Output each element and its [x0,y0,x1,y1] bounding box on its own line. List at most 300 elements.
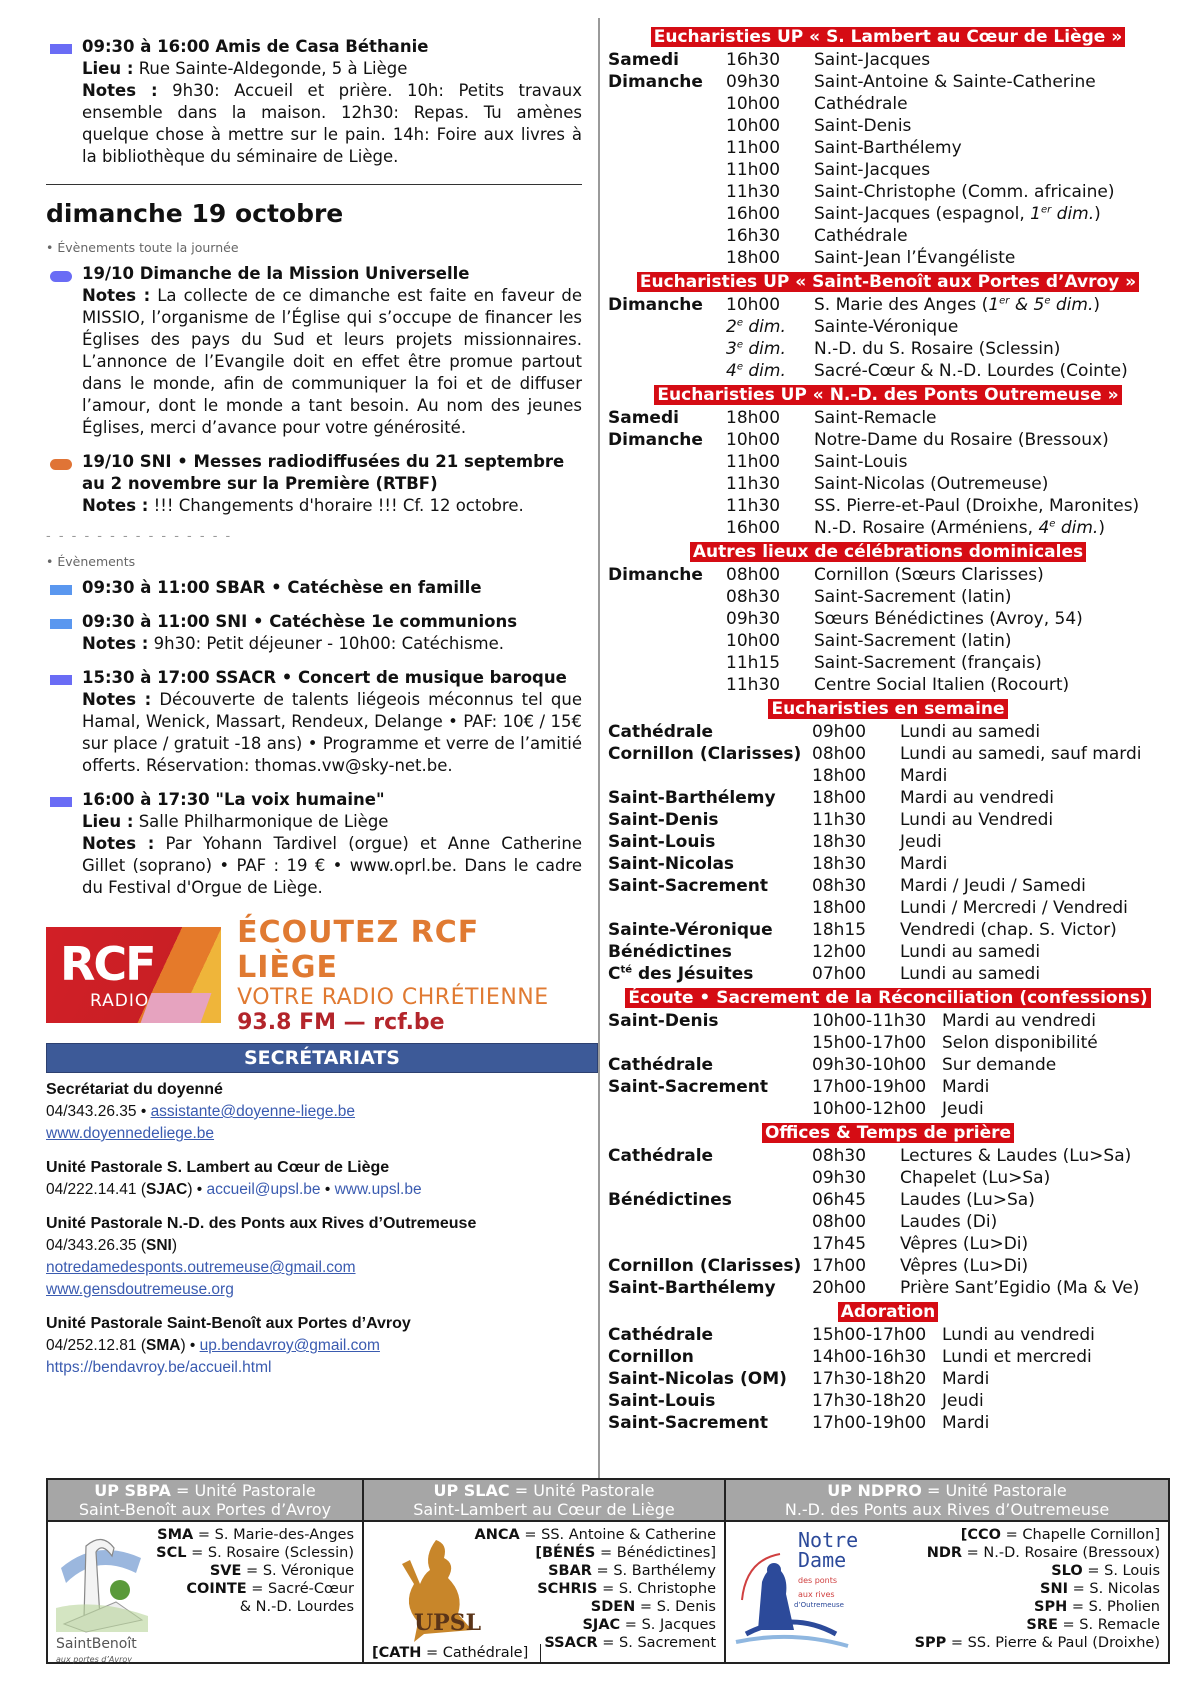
schedule-time: 08h30 [812,1146,867,1166]
abbreviation-item: NDR = N.-D. Rosaire (Bressoux) [926,1545,1160,1561]
schedule-row [608,451,1168,473]
section-banner-ponts [608,384,1168,406]
up-name: Saint-Benoît aux Portes d’Avroy [78,1500,332,1519]
legend-header [726,1480,1168,1522]
up-code: UP SBPA [94,1481,171,1500]
abbr-meaning: S. Barthélemy [613,1563,716,1579]
schedule-place [608,93,726,115]
schedule-time: 11h15 [726,653,781,673]
schedule-time: 18h00 [726,248,781,268]
abbr-code: SSACR [544,1635,598,1651]
event-title: 09:30 à 11:00 SBAR • Catéchèse en famille [82,578,482,597]
schedule-detail: Mardi [900,854,948,874]
schedule-time: 08h00 [812,744,867,764]
notes-label: Notes : [82,690,152,709]
divider [540,1644,541,1662]
schedule-detail: Lundi au vendredi [942,1325,1095,1345]
schedule-detail: Lundi / Mercredi / Vendredi [900,898,1128,918]
schedule-row [608,919,1168,941]
schedule-row [608,203,1168,225]
schedule-place: Cathédrale [608,1055,714,1075]
notes-label: Notes : [82,634,149,653]
schedule-time: 14h00-16h30 [812,1347,927,1367]
all-day-label: • Évènements toute la journée [46,240,239,255]
banner-text: Eucharisties UP « Saint-Benoît aux Portes d’Avroy » [637,272,1139,292]
schedule-time: 10h00-11h30 [812,1011,927,1031]
email-link[interactable]: accueil@upsl.be [206,1181,321,1198]
schedule-detail: Lectures & Laudes (Lu>Sa) [900,1146,1132,1166]
abbreviation-item: SCL = S. Rosaire (Sclessin) [156,1545,354,1561]
abbreviation-item: SMA = S. Marie-des-Anges [157,1527,354,1543]
schedule-detail: Saint-Remacle [814,408,937,428]
up-code: UP SLAC [433,1481,510,1500]
schedule-detail: Saint-Jacques (espagnol, 1er dim.) [814,204,1101,224]
abbr-meaning: & N.-D. Lourdes [239,1599,354,1615]
secretariat-up-benoit: Unité Pastorale Saint-Benoît aux Portes d’Avroy 04/252.12.81 (SMA) • up.bendavroy@gmail.com https://bendavroy.be/accueil.html [46,1313,582,1379]
calendar-color-marker [50,459,72,470]
schedule-detail: Vendredi (chap. S. Victor) [900,920,1117,940]
schedule-time: 10h00 [726,631,781,651]
schedule-time: 11h30 [726,182,781,202]
abbreviation-item: SSACR = S. Sacrement [544,1635,716,1651]
schedule-row [608,159,1168,181]
banner-text: Eucharisties UP « N.-D. des Ponts Outremeuse » [654,385,1121,405]
secretariat-up-lambert: Unité Pastorale S. Lambert au Cœur de Liège 04/222.14.41 (SJAC) • accueil@upsl.be • www.upsl.be [46,1157,582,1201]
schedule-place [608,451,726,473]
abbreviation-list [475,1526,716,1652]
schedule-row [608,1076,1168,1098]
schedule-row [608,674,1168,696]
website-link[interactable]: www.gensdoutremeuse.org [46,1281,234,1298]
section-banner-autres [608,541,1168,563]
schedule-row [608,1098,1168,1120]
abbr-meaning: S. Denis [656,1599,716,1615]
abbr-code: SNI [1040,1581,1068,1597]
schedule-row [608,360,1168,382]
divider [46,184,582,185]
parish-code: SNI [145,1237,172,1254]
abbreviations-legend [46,1478,1170,1664]
schedule-row [608,495,1168,517]
email-link[interactable]: notredamedesponts.outremeuse@gmail.com [46,1259,356,1276]
schedule-row [608,1412,1168,1434]
abbreviation-item: SJAC = S. Jacques [582,1617,716,1633]
rcf-headline: ÉCOUTEZ RCF LIÈGE [237,915,480,985]
abbreviation-item: SLO = S. Louis [1051,1563,1160,1579]
schedule-place [608,115,726,137]
schedule-detail: Mardi [942,1077,990,1097]
saint-benoit-logo [56,1528,148,1664]
schedule-row [608,564,1168,586]
schedule-time: 07h00 [812,964,867,984]
abbr-code: SDEN [590,1599,636,1615]
schedule-row [608,517,1168,539]
event-location: Rue Sainte-Aldegonde, 5 à Liège [138,59,408,78]
abbr-meaning: SS. Pierre & Paul (Droixhe) [967,1635,1160,1651]
abbr-code: [BÉNÉS [535,1545,596,1561]
event-catechese-communions[interactable] [46,611,582,655]
abbr-meaning: Sacré-Cœur [268,1581,354,1597]
schedule-detail: Lundi au samedi [900,942,1041,962]
banner-text: Eucharisties en semaine [768,699,1007,719]
abbr-code: SBAR [548,1563,592,1579]
banner-text: Écoute • Sacrement de la Réconciliation (confessions) [625,988,1150,1008]
schedule-time: 16h00 [726,204,781,224]
schedule-time: 10h00 [726,295,781,315]
schedule-row [608,941,1168,963]
schedule-row [608,1390,1168,1412]
schedule-time: 18h15 [812,920,867,940]
schedule-place [608,137,726,159]
schedule-detail: Saint-Jacques [814,160,931,180]
org-name: Unité Pastorale Saint-Benoît aux Portes d’Avroy [46,1315,411,1332]
abbr-code: SLO [1051,1563,1083,1579]
abbreviation-item: SPP = SS. Pierre & Paul (Droixhe) [914,1635,1160,1651]
banner-text: Adoration [838,1302,939,1322]
schedule-place [608,247,726,269]
lieu-label: Lieu : [82,59,134,78]
schedule-row [608,1255,1168,1277]
schedule-row [608,294,1168,316]
schedule-detail: S. Marie des Anges (1er & 5e dim.) [814,295,1100,315]
banner-text: Autres lieux de célébrations dominicales [690,542,1086,562]
logo-text: Dame [798,1548,847,1572]
schedule-detail: Saint-Sacrement (latin) [814,587,1012,607]
event-location: Salle Philharmonique de Liège [138,812,389,831]
org-name: Unité Pastorale S. Lambert au Cœur de Liège [46,1159,390,1176]
cath-abbreviation: [CATH = Cathédrale] [372,1645,529,1661]
up-name: N.-D. des Ponts aux Rives d’Outremeuse [784,1500,1110,1519]
schedule-time: 12h00 [812,942,867,962]
legend-sbpa [48,1480,364,1662]
notes-label: Notes : [82,834,155,853]
schedule-time: 18h30 [812,832,867,852]
schedule-detail: Cathédrale [814,226,908,246]
legend-ndpro [726,1480,1168,1662]
schedule-detail: Centre Social Italien (Rocourt) [814,675,1070,695]
schedule-time: 11h00 [726,160,781,180]
schedule-detail: Sacré-Cœur & N.-D. Lourdes (Cointe) [814,361,1128,381]
schedule-lambert [608,49,1168,269]
secretariat-up-ponts: Unité Pastorale N.-D. des Ponts aux Rives d’Outremeuse 04/343.26.35 (SNI) notredamedesponts.outremeuse@gmail.com www.gensdoutremeuse.org [46,1213,582,1301]
schedule-time: 3e dim. [726,339,786,359]
abbr-meaning: Bénédictines] [616,1545,716,1561]
schedule-detail: N.-D. du S. Rosaire (Sclessin) [814,339,1061,359]
notes-label: Notes : [82,81,158,100]
schedule-detail: Saint-Sacrement (français) [814,653,1042,673]
phone: 04/252.12.81 [46,1337,137,1354]
schedule-time: 17h30-18h20 [812,1369,927,1389]
org-name: Secrétariat du doyenné [46,1081,223,1098]
schedule-detail: Mardi [942,1413,990,1433]
schedule-place: Samedi [608,50,679,70]
schedule-row [608,853,1168,875]
phone: 04/222.14.41 [46,1181,137,1198]
secretariat-doyenne: Secrétariat du doyenné 04/343.26.35 • assistante@doyenne-liege.be www.doyennedeliege.be [46,1079,582,1145]
schedule-detail: Sainte-Véronique [814,317,959,337]
schedule-place [608,159,726,181]
org-name: Unité Pastorale N.-D. des Ponts aux Rives d’Outremeuse [46,1215,477,1232]
section-banner-benoit [608,271,1168,293]
schedule-time: 10h00 [726,116,781,136]
email-link[interactable]: assistante@doyenne-liege.be [150,1103,356,1120]
schedule-row [608,115,1168,137]
schedule-detail: Jeudi [942,1391,984,1411]
banner-text: Eucharisties UP « S. Lambert au Cœur de Liège » [651,27,1125,47]
event-title: 09:30 à 11:00 SNI • Catéchèse 1e communions [82,612,518,631]
schedule-row [608,1032,1168,1054]
schedule-time: 08h00 [812,1212,867,1232]
svg-text:UPSL: UPSL [414,1610,482,1636]
abbreviation-item: SCHRIS = S. Christophe [537,1581,716,1597]
schedule-time: 09h30-10h00 [812,1055,927,1075]
section-banner-adoration [608,1301,1168,1323]
event-title: 19/10 SNI • Messes radiodiffusées du 21 septembre au 2 novembre sur la Première (RTBF) [82,452,565,493]
abbr-code: SJAC [582,1617,621,1633]
abbreviation-item: SDEN = S. Denis [590,1599,716,1615]
rcf-frequency: 93.8 FM — rcf.be [237,1010,445,1035]
schedule-place [608,338,726,360]
event-notes: Par Yohann Tardivel (orgue) et Anne Catherine Gillet (soprano) • PAF : 19 € • www.oprl.be. Dans le cadre du Festival d'Orgue de Liège. [82,834,582,897]
logo-subtext: aux portes d’Avroy [56,1655,133,1664]
schedule-time: 20h00 [812,1278,867,1298]
abbreviation-list [156,1526,354,1616]
schedule-time: 18h00 [726,408,781,428]
notes-label: Notes : [82,286,151,305]
schedule-place [608,1233,812,1255]
abbreviation-item: SBAR = S. Barthélemy [548,1563,716,1579]
schedule-row [608,1054,1168,1076]
schedule-time: 18h00 [812,766,867,786]
schedule-row [608,630,1168,652]
abbreviation-item: SNI = S. Nicolas [1040,1581,1160,1597]
schedule-place [608,181,726,203]
email-link[interactable]: up.bendavroy@gmail.com [199,1337,380,1354]
left-column [46,36,582,1379]
schedule-place [608,495,726,517]
event-title: 16:00 à 17:30 "La voix humaine" [82,790,385,809]
abbr-meaning: S. Pholien [1088,1599,1160,1615]
schedule-row [608,608,1168,630]
schedule-row [608,407,1168,429]
event-title: 15:30 à 17:00 SSACR • Concert de musique baroque [82,668,567,687]
schedule-detail: Cornillon (Sœurs Clarisses) [814,565,1044,585]
right-column [608,24,1168,1434]
abbr-code: SCHRIS [537,1581,598,1597]
rcf-logo [46,927,221,1023]
event-messes-radiodiffusees[interactable] [46,451,582,517]
event-notes: !!! Changements d'horaire !!! Cf. 12 octobre. [153,496,524,515]
schedule-place: Saint-Barthélemy [608,1278,776,1298]
schedule-place [608,630,726,652]
abbr-code: [CCO [960,1527,1002,1543]
schedule-place: Saint-Nicolas (OM) [608,1369,787,1389]
schedule-detail: Sur demande [942,1055,1057,1075]
schedule-row [608,49,1168,71]
abbr-code: ANCA [474,1527,520,1543]
schedule-row [608,71,1168,93]
schedule-place: Saint-Denis [608,810,719,830]
schedule-row [608,473,1168,495]
abbreviation-item: ANCA = SS. Antoine & Catherine [474,1527,716,1543]
event-title: 19/10 Dimanche de la Mission Universelle [82,264,470,283]
schedule-detail: N.-D. Rosaire (Arméniens, 4e dim.) [814,518,1105,538]
schedule-time: 17h30-18h20 [812,1391,927,1411]
event-notes: 9h30: Accueil et prière. 10h: Petits travaux ensemble dans la maison. 12h30: Repas. Tu amènes quelque chose à mettre sur le pain. 14h: Foire aux livres à la bibliothèque du séminaire de Liège. [82,81,583,166]
schedule-detail: Mardi / Jeudi / Samedi [900,876,1086,896]
schedule-row [608,1233,1168,1255]
schedule-detail: Saint-Christophe (Comm. africaine) [814,182,1115,202]
schedule-place: Dimanche [608,72,703,92]
schedule-offices [608,1145,1168,1299]
schedule-time: 16h30 [726,50,781,70]
schedule-time: 11h00 [726,138,781,158]
schedule-time: 09h30 [812,1168,867,1188]
schedule-detail: Jeudi [900,832,942,852]
abbr-meaning: Chapelle Cornillon] [1022,1527,1160,1543]
abbreviation-item [156,1598,354,1616]
schedule-detail: Lundi au samedi [900,722,1041,742]
abbr-meaning: S. Véronique [262,1563,354,1579]
logo-text: SaintBenoît [56,1636,137,1652]
up-code: UP NDPRO [827,1481,922,1500]
abbreviation-item: COINTE = Sacré-Cœur [186,1581,354,1597]
event-casa-bethanie[interactable] [46,36,582,168]
schedule-row [608,787,1168,809]
schedule-time: 17h00 [812,1256,867,1276]
logo-text: Notre [798,1528,859,1552]
schedule-row [608,1167,1168,1189]
website-link[interactable]: www.upsl.be [334,1181,422,1198]
schedule-time: 09h00 [812,722,867,742]
schedule-place [608,360,726,382]
schedule-detail: Laudes (Di) [900,1212,998,1232]
up-name: Saint-Lambert au Cœur de Liège [413,1500,675,1519]
schedule-ponts [608,407,1168,539]
abbr-code: SVE [209,1563,242,1579]
schedule-time: 10h00-12h00 [812,1099,927,1119]
schedule-row [608,652,1168,674]
schedule-place: Dimanche [608,565,703,585]
schedule-row [608,338,1168,360]
schedule-detail: Mardi au vendredi [942,1011,1096,1031]
notre-dame-des-ponts-logo [736,1528,859,1650]
section-banner-ecoute [608,987,1168,1009]
rcf-logo-subtext: RADIO [90,991,150,1011]
calendar-color-marker [50,797,72,807]
schedule-place [608,765,812,787]
event-notes: 9h30: Petit déjeuner - 10h00: Catéchisme. [153,634,505,653]
schedule-time: 15h00-17h00 [812,1033,927,1053]
calendar-color-marker [50,619,72,629]
schedule-autres [608,564,1168,696]
schedule-time: 06h45 [812,1190,867,1210]
schedule-row [608,225,1168,247]
schedule-time: 4e dim. [726,361,786,381]
event-concert-baroque[interactable] [46,667,582,777]
events-label: • Évènements [46,554,136,569]
abbreviation-item: [CCO = Chapelle Cornillon] [960,1527,1160,1543]
schedule-place: Cornillon [608,1347,694,1367]
rcf-logo-text: RCF [60,937,155,991]
dashed-divider: - - - - - - - - - - - - - - - [46,529,233,544]
schedule-time: 17h00-19h00 [812,1413,927,1433]
section-banner-lambert [608,26,1168,48]
legend-header [364,1480,724,1522]
schedule-place: Bénédictines [608,1190,732,1210]
lieu-label: Lieu : [82,812,134,831]
schedule-detail: Saint-Antoine & Sainte-Catherine [814,72,1096,92]
schedule-time: 16h00 [726,518,781,538]
schedule-detail: Saint-Jean l’Évangéliste [814,248,1016,268]
section-banner-offices [608,1122,1168,1144]
schedule-row [608,1346,1168,1368]
legend-slac [364,1480,726,1662]
schedule-detail: Mardi [900,766,948,786]
event-mission-universelle[interactable] [46,263,582,439]
secretariats-heading: SECRÉTARIATS [46,1043,598,1073]
abbr-meaning: N.-D. Rosaire (Bressoux) [983,1545,1160,1561]
logo-text: aux rives [798,1590,835,1599]
schedule-place: Bénédictines [608,942,732,962]
abbr-code: [CATH [372,1645,422,1661]
schedule-place: Cathédrale [608,722,714,742]
schedule-row [608,809,1168,831]
banner-text: Offices & Temps de prière [762,1123,1014,1143]
schedule-time: 10h00 [726,94,781,114]
notes-label: Notes : [82,496,149,515]
schedule-time: 11h30 [812,810,867,830]
rcf-advertisement [46,915,582,1035]
calendar-color-marker [50,44,72,54]
abbreviation-list [915,1526,1160,1652]
schedule-detail: Prière Sant’Egidio (Ma & Ve) [900,1278,1140,1298]
schedule-place [608,652,726,674]
schedule-row [608,93,1168,115]
abbr-code: NDR [926,1545,963,1561]
schedule-detail: Saint-Barthélemy [814,138,962,158]
abbreviation-item: [BÉNÉS = Bénédictines] [535,1545,716,1561]
schedule-detail: Chapelet (Lu>Sa) [900,1168,1051,1188]
schedule-place [608,203,726,225]
schedule-time: 08h30 [812,876,867,896]
schedule-row [608,429,1168,451]
rcf-tagline: VOTRE RADIO CHRÉTIENNE [237,985,549,1010]
website-link[interactable]: www.doyennedeliege.be [46,1125,215,1142]
schedule-place [608,1032,812,1054]
schedule-time: 11h30 [726,474,781,494]
schedule-place: Saint-Louis [608,832,716,852]
abbr-meaning: S. Jacques [641,1617,716,1633]
schedule-time: 15h00-17h00 [812,1325,927,1345]
event-catechese-famille[interactable] [46,577,582,599]
schedule-time: 08h00 [726,565,781,585]
website-link[interactable]: https://bendavroy.be/accueil.html [46,1359,272,1376]
schedule-detail: Saint-Jacques [814,50,931,70]
upsl-logo [394,1534,482,1644]
abbreviation-item: SPH = S. Pholien [1034,1599,1160,1615]
abbreviation-item: SVE = S. Véronique [209,1563,354,1579]
abbr-meaning: S. Christophe [618,1581,716,1597]
schedule-time: 18h30 [812,854,867,874]
schedule-time: 11h30 [726,675,781,695]
event-voix-humaine[interactable] [46,789,582,899]
calendar-color-marker [50,271,72,282]
parish-code: SMA [145,1337,181,1354]
event-notes: Découverte de talents liégeois méconnus tel que Hamal, Wenick, Massart, Rendeux, Delange • PAF: 10€ / 15€ sur place / gratuit -18 ans) • Programme et verre de l’amitié offerts. Réservation: thomas.vw@sky-net.be. [82,690,582,775]
schedule-ecoute [608,1010,1168,1120]
logo-text: des ponts [798,1576,838,1585]
